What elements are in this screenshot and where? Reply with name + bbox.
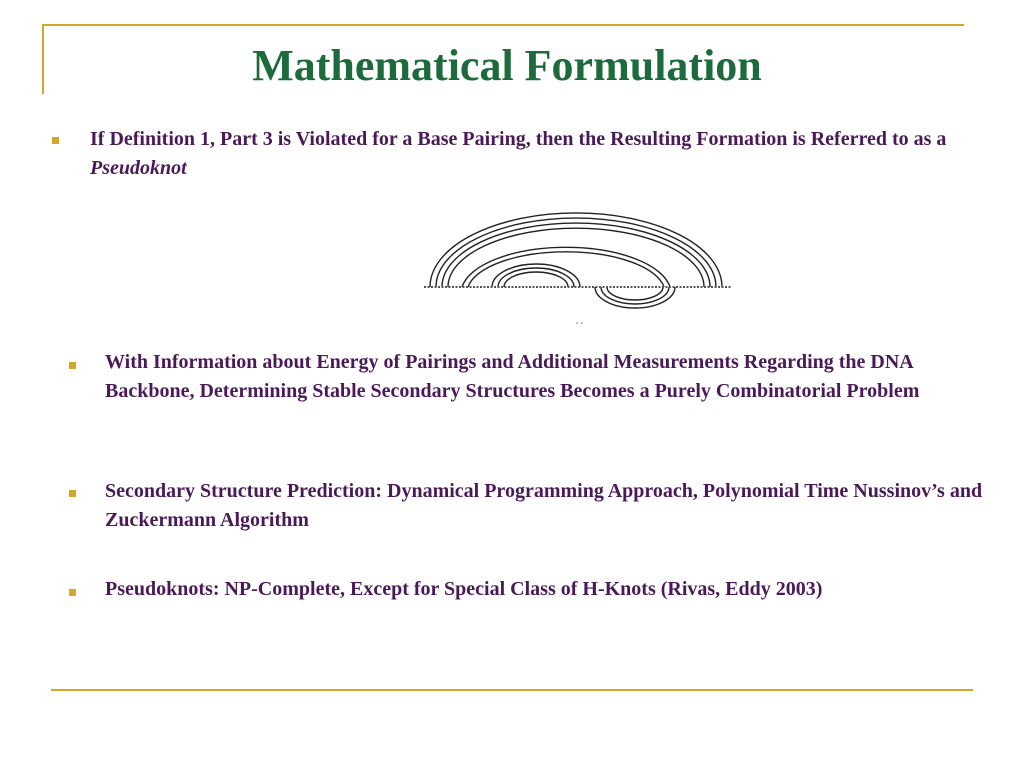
bullet-1-emphasis: Pseudoknot xyxy=(90,157,187,179)
bullet-4: Pseudoknots: NP-Complete, Except for Special Class of H-Knots (Rivas, Eddy 2003) xyxy=(105,578,823,600)
bullet-marker-2 xyxy=(69,362,76,369)
bullet-1 xyxy=(90,125,970,183)
bullet-2: With Information about Energy of Pairings and Additional Measurements Regarding the DNA Backbone, Determining Stable Secondary Structures Becomes a Purely Combinatorial Problem xyxy=(105,351,920,402)
frame-bottom-rule xyxy=(51,689,973,691)
bullet-1-text: If Definition 1, Part 3 is Violated for a Base Pairing, then the Resulting Formation is Referred to as a xyxy=(90,128,947,150)
bullet-marker-1 xyxy=(52,137,59,144)
slide-title: Mathematical Formulation xyxy=(252,41,762,90)
bullet-3: Secondary Structure Prediction: Dynamical Programming Approach, Polynomial Time Nussinov’s and Zuckermann Algorithm xyxy=(105,480,983,531)
pseudoknot-arc-diagram-icon xyxy=(420,205,740,330)
frame-top-rule xyxy=(42,24,964,26)
bullet-marker-4 xyxy=(69,589,76,596)
bullet-marker-3 xyxy=(69,490,76,497)
